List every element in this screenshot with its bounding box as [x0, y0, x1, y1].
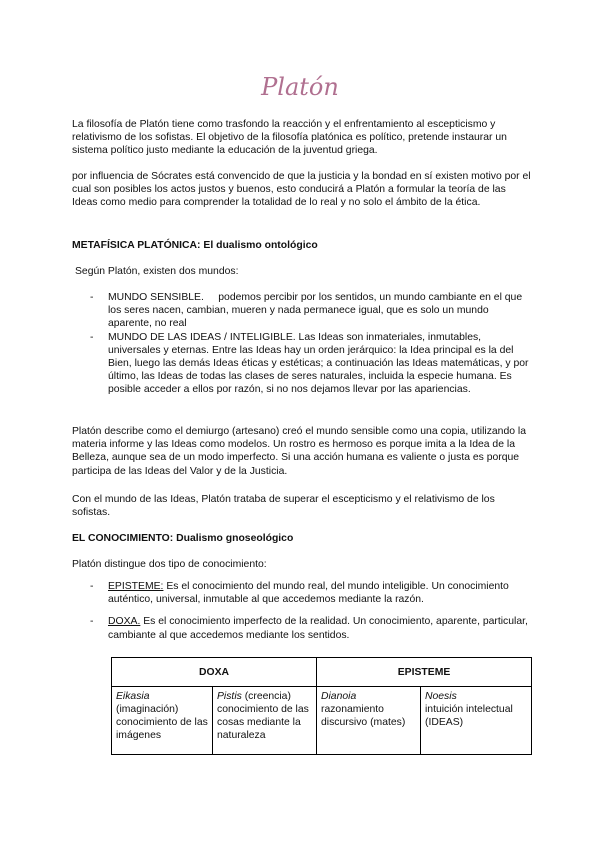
dash-bullet: - [90, 616, 94, 628]
table-row [112, 687, 532, 755]
table-cell-dianoia [317, 687, 421, 755]
table-header-doxa: DOXA [112, 658, 317, 687]
list-item-episteme [72, 580, 530, 606]
cell-text: (imaginación) conocimiento de las imágenes [116, 704, 208, 741]
worlds-list [72, 291, 530, 397]
table-cell-noesis [421, 687, 532, 755]
list-item-text: MUNDO SENSIBLE. podemos percibir por los sentidos, un mundo cambiante en el que los seres nacen, cambian, mueren y nada permanece igual, que es solo un mundo aparente, no real [108, 292, 525, 330]
table-cell-pistis [213, 687, 317, 755]
doxa-term: DOXA. [108, 616, 141, 628]
list-item-doxa [72, 615, 530, 641]
cell-text: (creencia) conocimiento de las cosas mediante la naturaleza [217, 691, 309, 741]
superar-paragraph: Con el mundo de las Ideas, Platón trataba de superar el escepticismo y el relativismo de los sofistas. [72, 494, 495, 519]
table-header-episteme: EPISTEME [317, 658, 532, 687]
episteme-term: EPISTEME: [108, 581, 164, 592]
knowledge-table [111, 657, 532, 755]
intro-paragraph-2: por influencia de Sócrates está convencido de que la justicia y la bondad en sí existen motivo por el cual son posibles los actos justos y buenos, esto conducirá a Platón a formular la teoría de las Ideas como medio para comprender la totalidad de lo real y no solo el ámbito de la ética. [72, 171, 531, 209]
table-header-row [112, 658, 532, 687]
conocimiento-heading: EL CONOCIMIENTO: Dualismo gnoseológico [72, 533, 294, 544]
dash-bullet: - [90, 581, 94, 592]
list-item-mundo-ideas [72, 331, 530, 397]
table-cell-eikasia [112, 687, 213, 755]
cell-term: Eikasia [116, 691, 150, 702]
conocimiento-lead: Platón distingue dos tipo de conocimiento: [72, 559, 267, 570]
list-item-text: MUNDO DE LAS IDEAS / INTELIGIBLE. Las Ideas son inmateriales, inmutables, universales y eternas. Entre las Ideas hay un orden jerárquico: la Idea principal es la del Bien, luego las demás Ideas éticas y estéticas; a continuación las Ideas matemáticas, y por último, las Ideas de todas las clases de seres naturales, incluida la especie humana. Es posible acceder a ellos por razón, si no nos dejamos llevar por las apariencias. [108, 331, 529, 396]
dash-bullet: - [90, 292, 94, 303]
cell-term: Dianoia [321, 691, 357, 702]
cell-term: Noesis [425, 691, 457, 702]
intro-paragraph-1: La filosofía de Platón tiene como trasfondo la reacción y el enfrentamiento al escepticismo y relativismo de los sofistas. El objetivo de la filosofía platónica es político, pretende instaurar un sistema político justo mediante la educación de la juventud griega. [72, 119, 507, 157]
dash-bullet: - [90, 331, 94, 343]
cell-term: Pistis [217, 691, 242, 702]
list-item-mundo-sensible [72, 291, 530, 331]
doxa-text: Es el conocimiento imperfecto de la realidad. Un conocimiento, aparente, particular, cambiante al que accedemos mediante los sentidos. [108, 616, 528, 641]
page-title: Platón [261, 73, 339, 101]
demiurgo-paragraph: Platón describe como el demiurgo (artesano) creó el mundo sensible como una copia, utilizando la materia informe y las Ideas como modelos. Un rostro es hermoso es porque imita a la Idea de la Belleza, aunque sea de un modo imperfecto. Si una acción humana es valiente o justa es porque participa de las Ideas del Valor y de la Justicia. [72, 426, 526, 477]
metafisica-lead: Según Platón, existen dos mundos: [75, 266, 239, 277]
episteme-text: Es el conocimiento del mundo real, del mundo inteligible. Un conocimiento auténtico, universal, inmutable al que accedemos mediante la razón. [108, 581, 509, 606]
cell-text: razonamiento discursivo (mates) [321, 704, 406, 728]
metafisica-heading: METAFÍSICA PLATÓNICA: El dualismo ontológico [72, 240, 318, 251]
cell-text: intuición intelectual (IDEAS) [425, 704, 513, 728]
knowledge-list [72, 580, 530, 642]
